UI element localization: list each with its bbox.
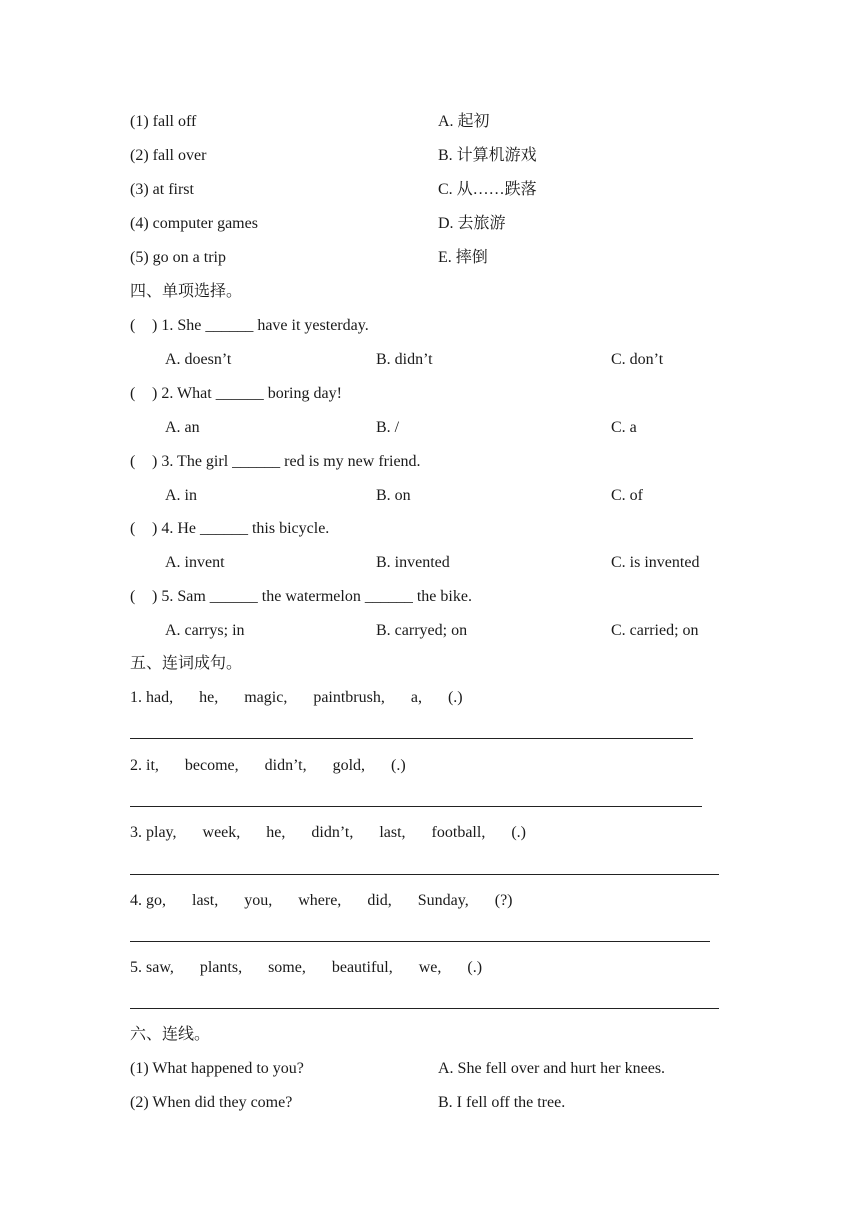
vocab-item-4: (4) computer games [130,215,258,232]
question-text: 1. She ______ have it yesterday. [161,317,369,334]
word: (.) [467,959,483,976]
vocab-item-1: (1) fall off [130,113,197,130]
answer-blank-close: ) [152,453,158,470]
word: we, [418,959,442,976]
vocab-item-3: (3) at first [130,181,194,198]
question-text: 5. Sam ______ the watermelon ______ the bike. [161,588,472,605]
word: 3. play, [130,824,177,841]
vocab-meaning-e: E. 摔倒 [438,249,488,266]
question-text: 3. The girl ______ red is my new friend. [161,453,421,470]
match-question-2: (2) When did they come? [130,1094,293,1111]
word: become, [184,757,239,774]
answer-blank-open: ( [130,317,136,334]
word: beautiful, [331,959,393,976]
mc-question-1 [130,316,369,336]
option-a: A. doesn’t [165,351,232,368]
answer-line-2[interactable] [130,806,702,807]
question-text: 4. He ______ this bicycle. [161,520,330,537]
word: (.) [391,757,406,774]
word: Sunday, [417,892,469,909]
word: paintbrush, [313,689,385,706]
section-6-title: 六、连线。 [130,1026,211,1043]
match-answer-b: B. I fell off the tree. [438,1094,566,1111]
mc-question-4 [130,519,329,539]
option-a: A. carrys; in [165,622,245,639]
option-b: B. invented [376,554,450,571]
word: (?) [494,892,513,909]
word: magic, [244,689,288,706]
mc-question-3 [130,452,421,472]
answer-blank-close: ) [152,588,158,605]
option-b: B. / [376,419,400,436]
word: you, [244,892,273,909]
vocab-meaning-c: C. 从……跌落 [438,181,537,198]
word: gold, [332,757,366,774]
option-a: A. an [165,419,200,436]
word: football, [431,824,486,841]
match-question-1: (1) What happened to you? [130,1060,304,1077]
scrambled-sentence-1 [130,688,489,708]
vocab-meaning-d: D. 去旅游 [438,215,506,232]
word: he, [199,689,219,706]
word: plants, [199,959,243,976]
option-c: C. carried; on [611,622,699,639]
answer-blank-close: ) [152,385,158,402]
option-b: B. on [376,487,411,504]
vocab-meaning-a: A. 起初 [438,113,490,130]
option-a: A. invent [165,554,225,571]
match-answer-a: A. She fell over and hurt her knees. [438,1060,666,1077]
word: week, [202,824,241,841]
answer-blank-open: ( [130,385,136,402]
word: (.) [447,689,463,706]
answer-line-1[interactable] [130,738,693,739]
word: 1. had, [130,689,174,706]
word: 2. it, [130,757,159,774]
scrambled-sentence-5 [130,958,508,978]
word: 5. saw, [130,959,174,976]
option-a: A. in [165,487,197,504]
option-c: C. don’t [611,351,664,368]
scrambled-sentence-2 [130,756,432,776]
word: where, [298,892,342,909]
answer-blank-open: ( [130,520,136,537]
word: some, [268,959,306,976]
vocab-item-2: (2) fall over [130,147,207,164]
option-b: B. carryed; on [376,622,468,639]
option-c: C. a [611,419,637,436]
question-text: 2. What ______ boring day! [161,385,342,402]
answer-blank-close: ) [152,520,158,537]
mc-question-5 [130,587,472,607]
vocab-meaning-b: B. 计算机游戏 [438,147,537,164]
mc-question-2 [130,384,342,404]
answer-blank-open: ( [130,453,136,470]
scrambled-sentence-4 [130,891,539,911]
scrambled-sentence-3 [130,823,552,843]
option-b: B. didn’t [376,351,433,368]
option-c: C. is invented [611,554,700,571]
word: 4. go, [130,892,166,909]
word: did, [367,892,392,909]
answer-line-5[interactable] [130,1008,719,1009]
word: didn’t, [311,824,354,841]
answer-line-3[interactable] [130,874,719,875]
section-4-title: 四、单项选择。 [130,283,243,300]
option-c: C. of [611,487,643,504]
word: last, [379,824,406,841]
word: didn’t, [264,757,307,774]
answer-blank-open: ( [130,588,136,605]
section-5-title: 五、连词成句。 [130,655,243,672]
answer-blank-close: ) [152,317,158,334]
word: a, [410,689,422,706]
word: he, [266,824,286,841]
word: last, [192,892,219,909]
answer-line-4[interactable] [130,941,710,942]
word: (.) [511,824,526,841]
vocab-item-5: (5) go on a trip [130,249,226,266]
